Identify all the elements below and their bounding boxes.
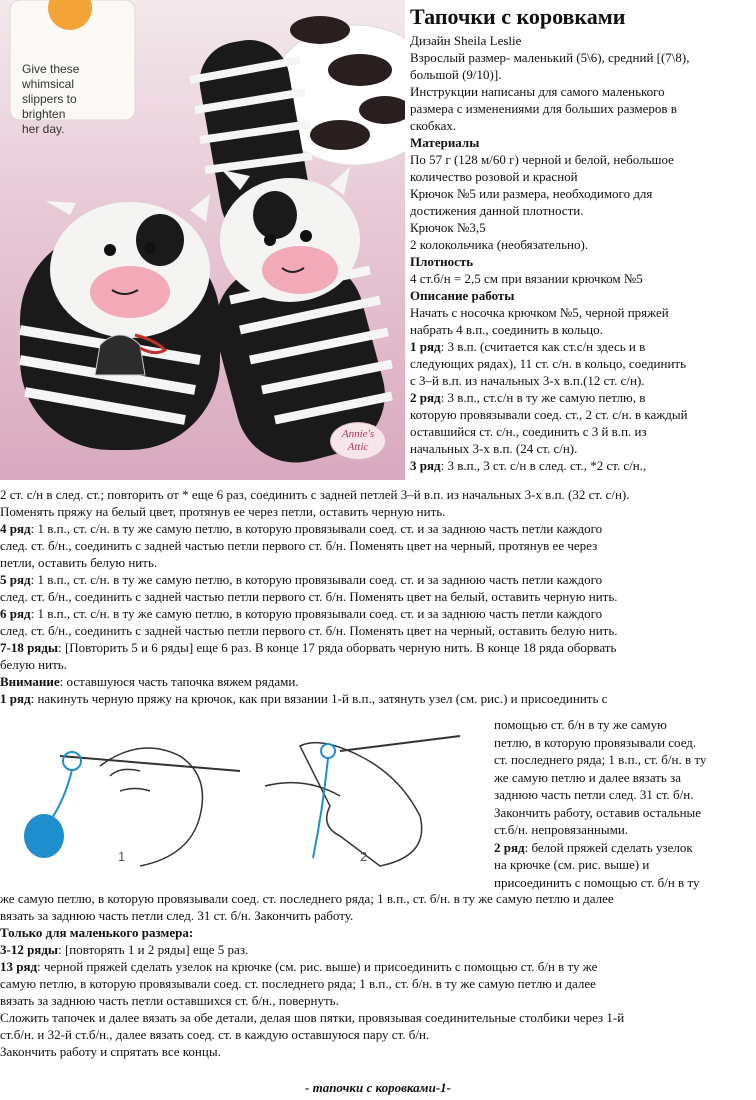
slippers-photo bbox=[0, 0, 405, 480]
attention-line bbox=[0, 673, 752, 690]
row6-text: : 1 в.п., ст. с/н. в ту же самую петлю, в которую провязывали соед. ст. и за заднюю часть петли каждого bbox=[30, 606, 603, 621]
final-block bbox=[0, 890, 752, 1060]
small-rows-label: 3-12 ряды bbox=[0, 942, 59, 957]
row13-line: вязать за заднюю часть петли оставшихся ст. б/н., повернуть. bbox=[0, 993, 339, 1008]
row13-line: самую петлю, в которую провязывали соед. ст. последнего ряда; 1 в.п., ст. б/н. в ту же самую петлю и далее bbox=[0, 976, 596, 991]
row6-line bbox=[0, 605, 752, 622]
hands-drawing bbox=[0, 716, 492, 876]
caption-line: whimsical bbox=[22, 77, 75, 91]
row2-line: оставшийся ст. с/н., соединить с 3 й в.п. из bbox=[410, 424, 647, 439]
materials-line: По 57 г (128 м/60 г) черной и белой, небольшое bbox=[410, 152, 674, 167]
work-heading: Описание работы bbox=[410, 288, 515, 303]
row718-text: : [Повторить 5 и 6 ряды] еще 6 раз. В конце 17 ряда оборвать черную нить. В конце 18 ряда оборвать bbox=[58, 640, 617, 655]
row6-line: след. ст. б/н., соединить с задней частью петли первого ст. б/н. Поменять цвет на черный, оставить белую нить. bbox=[0, 623, 618, 638]
row4-text: : 1 в.п., ст. с/н. в ту же самую петлю, в которую провязывали соед. ст. и за заднюю часть петли каждого bbox=[30, 521, 603, 536]
row1-line: следующих рядах), 11 ст. с/н. в кольцо, соединить bbox=[410, 356, 687, 371]
row1-line: с 3–й в.п. из начальных 3-х в.п.(12 ст. с/н). bbox=[410, 373, 645, 388]
annies-attic-badge bbox=[330, 422, 386, 460]
row3-line: 2 ст. с/н в след. ст.; повторить от * еще 6 раз, соединить с задней петлей 3–й в.п. из начальных 3-х в.п. (32 ст. с/н). bbox=[0, 487, 630, 502]
row2-text: : 3 в.п., ст.с/н в ту же самую петлю, в bbox=[440, 390, 646, 405]
yarn-ball-icon bbox=[24, 814, 64, 858]
row3-text: : 3 в.п., 3 ст. с/н в след. ст., *2 ст. с/н., bbox=[440, 458, 647, 473]
page-title: Тапочки с коровками bbox=[410, 4, 626, 29]
rows-block bbox=[0, 486, 752, 707]
row5-text: : 1 в.п., ст. с/н. в ту же самую петлю, в которую провязывали соед. ст. и за заднюю часть петли каждого bbox=[30, 572, 603, 587]
gauge-line: 4 ст.б/н = 2,5 см при вязании крючком №5 bbox=[410, 271, 643, 286]
caption-line: Give these bbox=[22, 62, 80, 76]
heel1-line: заднюю часть петли след. 31 ст. б/н. bbox=[494, 787, 694, 802]
heel1-line: ст.б/н. непровязанными. bbox=[494, 822, 629, 837]
knot-illustration bbox=[0, 716, 492, 876]
intro-line: Инструкции написаны для самого маленького bbox=[410, 84, 665, 99]
materials-line: Крючок №3,5 bbox=[410, 220, 486, 235]
row718-line: белую нить. bbox=[0, 657, 67, 672]
row5-label: 5 ряд bbox=[0, 572, 31, 587]
work-line: набрать 4 в.п., соединить в кольцо. bbox=[410, 322, 603, 337]
materials-heading: Материалы bbox=[410, 135, 480, 150]
closing-line: Сложить тапочек и далее вязать за обе детали, делая шов пятки, провязывая соединительные столбики через 1-й bbox=[0, 1010, 625, 1025]
row4-line: петли, оставить белую нить. bbox=[0, 555, 158, 570]
heel1-line: же самую петлю и далее вязать за bbox=[494, 769, 682, 785]
row1-line bbox=[410, 338, 752, 355]
intro-line: большой (9/10)]. bbox=[410, 67, 502, 82]
row2-label: 2 ряд bbox=[410, 390, 441, 405]
attention-text: : оставшуюся часть тапочка вяжем рядами. bbox=[59, 674, 299, 689]
heel2-line: вязать за заднюю часть петли след. 31 ст. б/н. Закончить работу. bbox=[0, 908, 354, 923]
closing-line: ст.б/н. и 32-й ст.б/н., далее вязать соед. ст. в каждую оставшуюся пару ст. б/н. bbox=[0, 1027, 430, 1042]
heel1-label: 1 ряд bbox=[0, 691, 31, 706]
intro-line: Взрослый размер- маленький (5\6), средний [(7\8), bbox=[410, 50, 690, 65]
heel1-line bbox=[0, 690, 752, 707]
heel2-label: 2 ряд bbox=[494, 839, 525, 855]
row4-line bbox=[0, 520, 752, 537]
gauge-heading: Плотность bbox=[410, 254, 474, 269]
attention-label: Внимание bbox=[0, 674, 60, 689]
badge-line: Annie's bbox=[341, 428, 375, 440]
heel2-line: присоединить с помощью ст. б/н в ту bbox=[494, 874, 700, 890]
row3-line bbox=[410, 457, 752, 474]
materials-line: достижения данной плотности. bbox=[410, 203, 584, 218]
row5-line bbox=[0, 571, 752, 588]
small-rows-text: : [повторять 1 и 2 ряды] еще 5 раз. bbox=[58, 942, 249, 957]
caption-line: brighten bbox=[22, 107, 66, 121]
badge-line: Attic bbox=[347, 441, 369, 453]
right-column bbox=[410, 4, 752, 474]
page-footer: - тапочки с коровками-1- bbox=[305, 1080, 451, 1095]
heel1-text: : накинуть черную пряжу на крючок, как при вязании 1-й в.п., затянуть узел (см. рис.) и присоединить с bbox=[30, 691, 608, 706]
materials-line: Крючок №5 или размера, необходимого для bbox=[410, 186, 653, 201]
row718-label: 7-18 ряды bbox=[0, 640, 59, 655]
small-rows-line bbox=[0, 941, 752, 958]
row718-line bbox=[0, 639, 752, 656]
row3-label: 3 ряд bbox=[410, 458, 441, 473]
row3-line: Поменять пряжу на белый цвет, протянув ее через петли, оставить черную нить. bbox=[0, 504, 446, 519]
row13-text: : черной пряжей сделать узелок на крючке (см. рис. выше) и присоединить с помощью ст. б/н в ту же bbox=[37, 959, 598, 974]
intro-line: размера с изменениями для больших размеров в bbox=[410, 101, 677, 116]
heel1-line: ст. последнего ряда; 1 в.п., ст. б/н. в ту bbox=[494, 752, 707, 767]
small-size-heading: Только для маленького размера: bbox=[0, 925, 194, 940]
heel1-line: Закончить работу, оставив остальные bbox=[494, 804, 702, 820]
row13-line bbox=[0, 958, 752, 975]
closing-line: Закончить работу и спрятать все концы. bbox=[0, 1044, 221, 1059]
row1-label: 1 ряд bbox=[410, 339, 441, 354]
row5-line: след. ст. б/н., соединить с задней частью петли первого ст. б/н. Поменять цвет на белый, оставить черную нить. bbox=[0, 589, 618, 604]
heel1-line: помощью ст. б/н в ту же самую bbox=[494, 717, 667, 732]
materials-line: 2 колокольчика (необязательно). bbox=[410, 237, 589, 252]
work-line: Начать с носочка крючком №5, черной пряжей bbox=[410, 305, 669, 320]
heel2-line: же самую петлю, в которую провязывали соед. ст. последнего ряда; 1 в.п., ст. б/н. в ту же самую петлю и далее bbox=[0, 891, 614, 906]
intro-line: скобках. bbox=[410, 118, 457, 133]
figure-label: 1 bbox=[118, 849, 126, 864]
intro-line: Дизайн Sheila Leslie bbox=[410, 33, 522, 48]
heel2-text: : белой пряжей сделать узелок bbox=[524, 839, 693, 855]
heel2-line bbox=[494, 839, 752, 857]
row4-label: 4 ряд bbox=[0, 521, 31, 536]
row2-line: начальных 3-х в.п. (24 ст. с/н). bbox=[410, 441, 578, 456]
photo-caption bbox=[22, 62, 102, 137]
row2-line bbox=[410, 389, 752, 406]
caption-line: slippers to bbox=[22, 92, 77, 106]
materials-line: количество розовой и красной bbox=[410, 169, 578, 184]
caption-line: her day. bbox=[22, 122, 65, 136]
heel2-line: на крючке (см. рис. выше) и bbox=[494, 857, 650, 872]
row13-label: 13 ряд bbox=[0, 959, 38, 974]
heel-side-text bbox=[494, 716, 752, 891]
row2-line: которую провязывали соед. ст., 2 ст. с/н. в каждый bbox=[410, 407, 688, 422]
row1-text: : 3 в.п. (считается как ст.с/н здесь и в bbox=[440, 339, 646, 354]
figure-label: 2 bbox=[360, 849, 368, 864]
row4-line: след. ст. б/н., соединить с задней частью петли первого ст. б/н. Поменять цвет на черный, протянув ее через bbox=[0, 538, 598, 553]
row6-label: 6 ряд bbox=[0, 606, 31, 621]
heel1-line: петлю, в которую провязывали соед. bbox=[494, 734, 697, 750]
